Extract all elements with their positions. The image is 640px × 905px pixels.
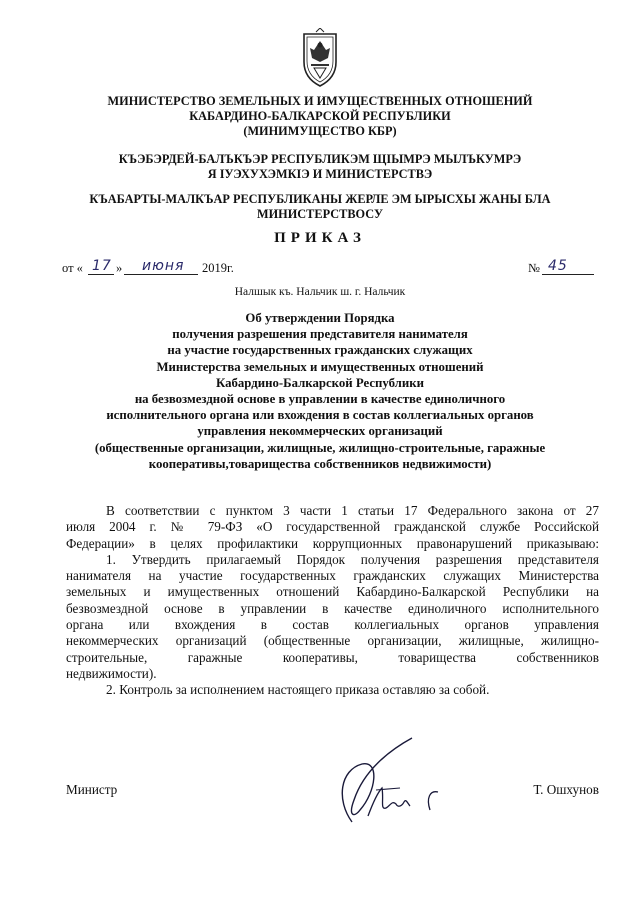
body-line: безвозмездной основе в управлении в качестве единоличного исполнительного (66, 600, 599, 616)
body-line: Федерации» в целях профилактики коррупционных правонарушений приказываю: (66, 535, 599, 551)
ministry-header-krc (40, 192, 600, 222)
date-month: июня (142, 258, 185, 274)
header-line: (МИНИМУЩЕСТВО КБР) (243, 124, 397, 138)
header-line: КЪАБАРТЫ-МАЛКЪАР РЕСПУБЛИКАНЫ ЖЕРЛЕ ЭМ ЫРЫСХЫ ЖАНЫ БЛА (89, 192, 551, 206)
title-line: Об утверждении Порядка (245, 311, 395, 325)
title-line: исполнительного органа или вхождения в состав коллегиальных органов (106, 408, 534, 423)
date-year: 2019г. (202, 261, 234, 275)
date-day: 17 (92, 258, 112, 274)
signer-name: Т. Ошхунов (533, 782, 599, 797)
date-day-underline (88, 274, 114, 275)
title-line: Кабардино-Балкарской Республики (216, 375, 424, 390)
header-line: КАБАРДИНО-БАЛКАРСКОЙ РЕСПУБЛИКИ (189, 109, 451, 123)
body-line: земельных и имущественных отношений Кабардино-Балкарской Республики на (66, 584, 599, 600)
document-number: 45 (548, 258, 568, 274)
date-prefix: от « (62, 261, 83, 275)
title-line: получения разрешения представителя нанимателя (172, 327, 468, 342)
paragraph-preamble (66, 503, 599, 552)
date-month-underline (124, 274, 198, 275)
paragraph-item-1 (66, 552, 599, 682)
ministry-header-kbd (40, 152, 600, 182)
body-line: органа или вхождения в состав коллегиальных органов управления (66, 617, 599, 633)
paragraph-item-2: 2. Контроль за исполнением настоящего приказа оставляю за собой. (106, 682, 490, 698)
document-type-title: ПРИКАЗ (274, 230, 366, 246)
body-line: В соответствии с пунктом 3 части 1 статьи 17 Федерального закона от 27 (106, 503, 599, 518)
coat-of-arms-emblem (296, 28, 344, 88)
body-line: нанимателя на участие государственных гражданских служащих Министерства (66, 568, 599, 584)
body-line: 1. Утвердить прилагаемый Порядок получения разрешения представителя (106, 551, 599, 567)
date-mid: » (116, 261, 123, 275)
header-line: КЪЭБЭРДЕЙ-БАЛЪКЪЭР РЕСПУБЛИКЭМ ЩIЫМРЭ МЫЛЪКУМРЭ (118, 152, 522, 166)
header-line: МИНИСТЕРСТВО ЗЕМЕЛЬНЫХ И ИМУЩЕСТВЕННЫХ ОТНОШЕНИЙ (107, 94, 533, 108)
title-line: на безвозмездной основе в управлении в качестве единоличного (134, 392, 506, 407)
place-line: Налшык къ. Нальчик ш. г. Нальчик (234, 286, 406, 298)
number-prefix: № (528, 261, 540, 275)
signer-position: Министр (66, 782, 118, 797)
order-body (66, 503, 599, 699)
title-line: на участие государственных гражданских служащих (167, 343, 473, 358)
title-line: кооперативы,товарищества собственников недвижимости) (148, 456, 492, 471)
order-title (40, 310, 600, 472)
number-underline (542, 274, 594, 275)
body-line: некоммерческих организаций (общественные организации, жилищные, жилищно- (66, 633, 599, 649)
handwritten-signature (330, 730, 470, 830)
title-line: Министерства земельных и имущественных отношений (156, 359, 484, 374)
header-line: Я IУЭХУХЭМКIЭ И МИНИСТЕРСТВЭ (207, 167, 433, 181)
body-line: июля 2004 г. № 79-ФЗ «О государственной гражданской службе Российской (66, 519, 599, 535)
signature-row (66, 782, 599, 800)
date-number-line (62, 258, 602, 278)
ministry-header-ru (40, 94, 600, 139)
header-line: МИНИСТЕРСТВОСУ (257, 207, 383, 221)
body-line: недвижимости). (66, 665, 157, 681)
title-line: (общественные организации, жилищные, жилищно-строительные, гаражные (94, 440, 546, 455)
body-line: строительные, гаражные кооперативы, товарищества собственников (66, 649, 599, 665)
title-line: управления некоммерческих организаций (197, 424, 443, 439)
